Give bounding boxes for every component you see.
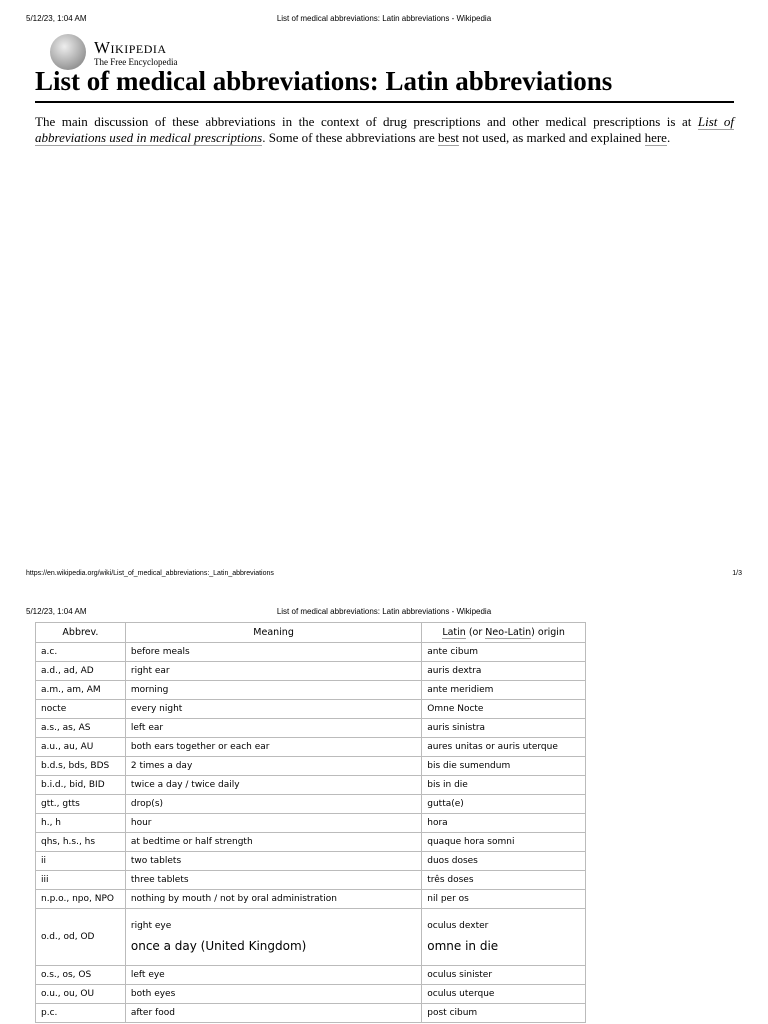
header-origin — [422, 623, 586, 643]
cell-abbrev: p.c. — [36, 1004, 126, 1023]
cell-abbrev: a.d., ad, AD — [36, 662, 126, 681]
table-row — [36, 1004, 586, 1023]
cell-origin: aures unitas or auris uterque — [422, 738, 586, 757]
header-origin-text-2: ) origin — [531, 627, 565, 638]
table-row — [36, 966, 586, 985]
table-row — [36, 795, 586, 814]
wikipedia-globe-icon — [50, 34, 86, 70]
cell-abbrev: nocte — [36, 700, 126, 719]
cell-abbrev: a.s., as, AS — [36, 719, 126, 738]
cell-meaning: three tablets — [125, 871, 421, 890]
cell-meaning: morning — [125, 681, 421, 700]
cell-origin: auris sinistra — [422, 719, 586, 738]
cell-meaning: both ears together or each ear — [125, 738, 421, 757]
wikipedia-logo[interactable] — [50, 34, 177, 70]
intro-paragraph — [35, 114, 734, 146]
od-origin-eye: oculus dexter — [427, 921, 489, 931]
od-meaning-eye: right eye — [130, 921, 172, 931]
cell-origin: post cibum — [422, 1004, 586, 1023]
cell-abbrev: b.i.d., bid, BID — [36, 776, 126, 795]
abbreviations-table — [35, 622, 586, 1023]
table-row — [36, 662, 586, 681]
table-row-od — [36, 909, 586, 966]
cell-abbrev: iii — [36, 871, 126, 890]
cell-origin: hora — [422, 814, 586, 833]
print-datetime-2: 5/12/23, 1:04 AM — [26, 607, 87, 616]
header-origin-neolatin-link[interactable]: Neo-Latin — [485, 627, 532, 638]
header-meaning: Meaning — [125, 623, 421, 643]
table-header-row — [36, 623, 586, 643]
intro-link-best[interactable]: best — [438, 130, 459, 145]
print-doc-title-2: List of medical abbreviations: Latin abbreviations - Wikipedia — [276, 607, 492, 616]
cell-origin: nil per os — [422, 890, 586, 909]
cell-meaning: 2 times a day — [125, 757, 421, 776]
print-datetime: 5/12/23, 1:04 AM — [26, 14, 87, 23]
cell-meaning: left eye — [125, 966, 421, 985]
cell-abbrev: n.p.o., npo, NPO — [36, 890, 126, 909]
cell-abbrev: o.s., os, OS — [36, 966, 126, 985]
cell-meaning: two tablets — [125, 852, 421, 871]
cell-meaning: before meals — [125, 643, 421, 662]
cell-origin: Omne Nocte — [422, 700, 586, 719]
cell-meaning: hour — [125, 814, 421, 833]
cell-meaning: every night — [125, 700, 421, 719]
cell-origin: oculus uterque — [422, 985, 586, 1004]
cell-abbrev: b.d.s, bds, BDS — [36, 757, 126, 776]
cell-origin: bis die sumendum — [422, 757, 586, 776]
cell-abbrev: o.u., ou, OU — [36, 985, 126, 1004]
table-row — [36, 643, 586, 662]
cell-abbrev: a.c. — [36, 643, 126, 662]
wikipedia-wordmark: Wikipedia — [94, 37, 167, 57]
cell-meaning: twice a day / twice daily — [125, 776, 421, 795]
print-doc-title: List of medical abbreviations: Latin abbreviations - Wikipedia — [276, 14, 492, 23]
cell-abbrev: gtt., gtts — [36, 795, 126, 814]
table-row — [36, 890, 586, 909]
wikipedia-tagline: The Free Encyclopedia — [94, 56, 178, 67]
table-row — [36, 852, 586, 871]
intro-text-4: . — [666, 130, 671, 145]
cell-meaning: both eyes — [125, 985, 421, 1004]
cell-meaning: left ear — [125, 719, 421, 738]
table-row — [36, 719, 586, 738]
print-page-number: 1/3 — [732, 570, 742, 577]
od-origin-daily: omne in die — [427, 939, 499, 953]
cell-meaning: at bedtime or half strength — [125, 833, 421, 852]
cell-abbrev: qhs, h.s., hs — [36, 833, 126, 852]
cell-meaning: drop(s) — [125, 795, 421, 814]
cell-meaning — [125, 909, 421, 966]
cell-origin — [422, 909, 586, 966]
table-row — [36, 985, 586, 1004]
cell-origin: ante meridiem — [422, 681, 586, 700]
cell-origin: três doses — [422, 871, 586, 890]
cell-origin: gutta(e) — [422, 795, 586, 814]
header-origin-text-1: (or — [465, 627, 486, 638]
cell-abbrev: o.d., od, OD — [36, 909, 126, 966]
table-row — [36, 833, 586, 852]
page-title: List of medical abbreviations: Latin abbreviations — [35, 66, 613, 96]
intro-text-2: . Some of these abbreviations are — [262, 130, 439, 145]
cell-origin: quaque hora somni — [422, 833, 586, 852]
cell-meaning: nothing by mouth / not by oral administration — [125, 890, 421, 909]
intro-text-1: The main discussion of these abbreviations in the context of drug prescriptions and other medical prescriptions is at — [35, 114, 698, 129]
header-abbrev: Abbrev. — [36, 623, 126, 643]
cell-origin: duos doses — [422, 852, 586, 871]
od-meaning-daily: once a day (United Kingdom) — [130, 939, 307, 953]
intro-link-here[interactable]: here — [644, 130, 667, 145]
intro-text-3: not used, as marked and explained — [459, 130, 645, 145]
table-row — [36, 757, 586, 776]
cell-origin: ante cibum — [422, 643, 586, 662]
table-row — [36, 738, 586, 757]
title-divider — [35, 101, 734, 103]
table-row — [36, 681, 586, 700]
cell-origin: bis in die — [422, 776, 586, 795]
cell-meaning: right ear — [125, 662, 421, 681]
cell-abbrev: a.u., au, AU — [36, 738, 126, 757]
table-row — [36, 776, 586, 795]
table-row — [36, 700, 586, 719]
intro-link-prescriptions[interactable]: List of abbreviations used in medical prescriptions — [35, 114, 735, 145]
header-origin-latin-link[interactable]: Latin — [442, 627, 466, 638]
cell-meaning: after food — [125, 1004, 421, 1023]
cell-abbrev: h., h — [36, 814, 126, 833]
cell-origin: oculus sinister — [422, 966, 586, 985]
cell-abbrev: a.m., am, AM — [36, 681, 126, 700]
cell-abbrev: ii — [36, 852, 126, 871]
table-row — [36, 871, 586, 890]
cell-origin: auris dextra — [422, 662, 586, 681]
table-row — [36, 814, 586, 833]
print-url: https://en.wikipedia.org/wiki/List_of_medical_abbreviations:_Latin_abbreviations — [26, 570, 274, 577]
